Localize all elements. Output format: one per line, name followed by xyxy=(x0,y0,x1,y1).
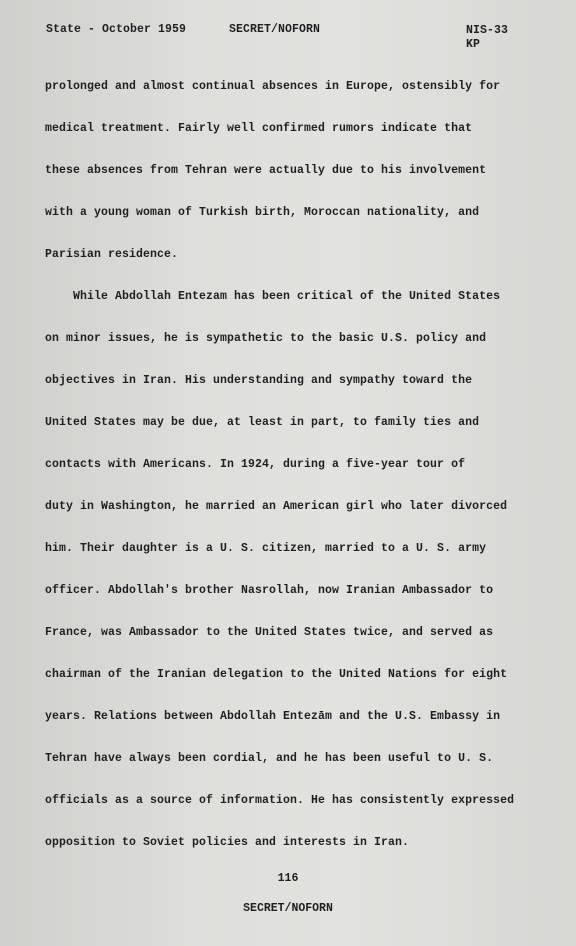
text-line: United States may be due, at least in part, to family ties and xyxy=(45,416,480,429)
text-line: on minor issues, he is sympathetic to the basic U.S. policy and xyxy=(45,332,487,345)
header-date: State - October 1959 xyxy=(46,23,187,36)
text-line: officer. Abdollah's brother Nasrollah, now Iranian Ambassador to xyxy=(45,584,494,597)
text-line: opposition to Soviet policies and interests in Iran. xyxy=(45,836,410,849)
header-classification: SECRET/NOFORN xyxy=(229,23,321,36)
header-nis-number: NIS-33 xyxy=(466,24,509,37)
text-line: these absences from Tehran were actually due to his involvement xyxy=(45,164,487,177)
text-line: contacts with Americans. In 1924, during a five-year tour of xyxy=(45,458,466,471)
text-line: chairman of the Iranian delegation to the United Nations for eight xyxy=(45,668,508,681)
page-number: 116 xyxy=(277,872,299,885)
text-line: Parisian residence. xyxy=(45,248,179,261)
text-line: France, was Ambassador to the United States twice, and served as xyxy=(45,626,494,639)
text-line: duty in Washington, he married an American girl who later divorced xyxy=(45,500,508,513)
text-line: While Abdollah Entezam has been critical of the United States xyxy=(45,290,501,303)
header-kp-code: KP xyxy=(466,38,481,51)
text-line: objectives in Iran. His understanding and sympathy toward the xyxy=(45,374,473,387)
footer-classification: SECRET/NOFORN xyxy=(243,902,333,915)
header-document-id xyxy=(466,24,508,52)
text-line: medical treatment. Fairly well confirmed rumors indicate that xyxy=(45,122,473,135)
text-line: prolonged and almost continual absences in Europe, ostensibly for xyxy=(45,80,501,93)
text-line: with a young woman of Turkish birth, Moroccan nationality, and xyxy=(45,206,480,219)
text-line: years. Relations between Abdollah Entezām and the U.S. Embassy in xyxy=(45,710,501,723)
text-line: Tehran have always been cordial, and he has been useful to U. S. xyxy=(45,752,494,765)
text-line: him. Their daughter is a U. S. citizen, married to a U. S. army xyxy=(45,542,487,555)
text-line: officials as a source of information. He has consistently expressed xyxy=(45,794,515,807)
